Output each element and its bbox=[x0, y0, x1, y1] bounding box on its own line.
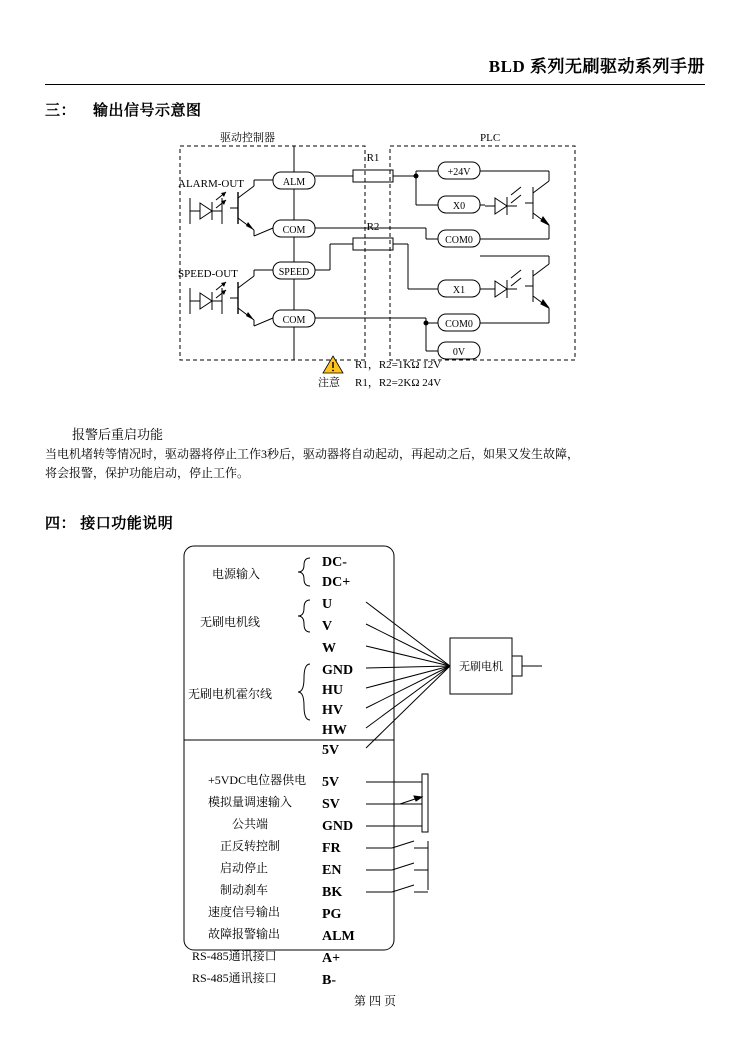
restart-feature-line2: 将会报警，保护功能启动，停止工作。 bbox=[45, 466, 250, 480]
external-signal-connectors bbox=[366, 774, 428, 892]
row-pin-2: GND bbox=[322, 819, 354, 834]
section-four-title: 接口功能说明 bbox=[80, 516, 174, 532]
row-label-3: 正反转控制 bbox=[220, 839, 281, 853]
terminal-0v bbox=[438, 342, 480, 359]
row-label-5: 制动刹车 bbox=[220, 883, 269, 897]
terminal-com2-label: COM bbox=[282, 315, 306, 326]
restart-feature-line1: 当电机堵转等情况时，驱动器将停止工作3秒后，驱动器将自动起动，再起动之后，如果又发生故障， bbox=[45, 447, 580, 461]
section-three-title: 输出信号示意图 bbox=[93, 103, 202, 119]
pin-v: V bbox=[322, 619, 333, 634]
row-label-2: 公共端 bbox=[232, 817, 269, 831]
warning-triangle-icon bbox=[323, 356, 343, 373]
document-header-title: BLD 系列无刷驱动系列手册 bbox=[488, 57, 705, 76]
group-power-input-label: 电源输入 bbox=[212, 567, 261, 581]
terminal-speed-label: SPEED bbox=[278, 267, 310, 278]
row-label-6: 速度信号输出 bbox=[208, 905, 281, 919]
note-line1: R1，R2=1KΩ 12V bbox=[355, 359, 442, 371]
header-divider bbox=[45, 84, 705, 85]
group-motor-wires bbox=[200, 597, 336, 656]
group-hall-wires bbox=[188, 663, 353, 758]
terminal-alm bbox=[273, 172, 315, 189]
row-label-7: 故障报警输出 bbox=[208, 927, 281, 941]
group-motor-wires-label: 无刷电机线 bbox=[200, 615, 261, 629]
plc-input-circuit-2 bbox=[480, 256, 549, 323]
terminal-0v-label: 0V bbox=[452, 347, 466, 358]
section-four-heading bbox=[45, 512, 173, 533]
row-pin-3: FR bbox=[322, 841, 341, 856]
group-hall-wires-label: 无刷电机霍尔线 bbox=[188, 687, 273, 701]
speed-out-label: SPEED-OUT bbox=[178, 268, 238, 280]
pin-dc-plus: DC+ bbox=[322, 575, 351, 590]
restart-feature-title: 报警后重启功能 bbox=[72, 427, 164, 442]
terminal-com1-label: COM bbox=[282, 225, 306, 236]
row-label-1: 模拟量调速输入 bbox=[208, 795, 293, 809]
terminal-speed bbox=[273, 262, 315, 279]
row-label-0: +5VDC电位器供电 bbox=[208, 773, 307, 787]
plc-boundary bbox=[390, 146, 575, 360]
footer-page-number: 第 四 页 bbox=[0, 991, 750, 1010]
row-pin-0: 5V bbox=[322, 775, 340, 790]
terminal-24v bbox=[438, 162, 480, 179]
plc-input-circuit-1 bbox=[480, 171, 549, 239]
pin-hv: HV bbox=[322, 703, 343, 718]
terminal-com0-2 bbox=[438, 314, 480, 331]
row-label-4: 启动停止 bbox=[220, 861, 269, 875]
pin-dc-minus: DC- bbox=[322, 555, 347, 570]
wiring bbox=[254, 146, 438, 360]
controller-title: 驱动控制器 bbox=[220, 132, 275, 144]
resistor-r2-label: R2 bbox=[366, 221, 380, 233]
row-label-8: RS-485通讯接口 bbox=[192, 949, 277, 963]
pin-5v-hall: 5V bbox=[322, 743, 340, 758]
signal-rows bbox=[192, 772, 355, 988]
row-pin-5: BK bbox=[322, 885, 343, 900]
terminal-com0-1-label: COM0 bbox=[445, 235, 473, 246]
pin-hw: HW bbox=[322, 723, 347, 738]
alarm-out-label: ALARM-OUT bbox=[178, 178, 244, 190]
note-line2: R1，R2=2KΩ 24V bbox=[355, 377, 442, 389]
output-signal-diagram bbox=[150, 128, 610, 408]
terminal-alm-label: ALM bbox=[282, 177, 306, 188]
interface-function-diagram bbox=[170, 538, 590, 988]
row-pin-6: PG bbox=[322, 907, 342, 922]
group-power-input bbox=[212, 555, 350, 590]
terminal-24v-label: +24V bbox=[447, 167, 471, 178]
section-three-heading bbox=[45, 99, 202, 120]
row-pin-8: A+ bbox=[322, 951, 341, 966]
row-label-9: RS-485通讯接口 bbox=[192, 971, 277, 985]
terminal-x1 bbox=[438, 280, 480, 297]
section-four-number: 四： bbox=[45, 516, 77, 532]
motor-label: 无刷电机 bbox=[459, 661, 503, 673]
motor-block bbox=[450, 638, 542, 694]
terminal-com-1 bbox=[273, 220, 315, 237]
restart-feature-body bbox=[45, 445, 705, 483]
terminal-x1-label: X1 bbox=[452, 285, 466, 296]
pin-gnd: GND bbox=[322, 663, 354, 678]
terminal-com-2 bbox=[273, 310, 315, 327]
terminal-com0-1 bbox=[438, 230, 480, 247]
motor-wiring bbox=[366, 602, 450, 748]
row-pin-1: SV bbox=[322, 797, 340, 812]
driver-body-outline bbox=[184, 546, 394, 950]
pin-w: W bbox=[322, 641, 336, 656]
note-label: 注意 bbox=[318, 377, 340, 389]
terminal-com0-2-label: COM0 bbox=[445, 319, 473, 330]
section-three-number: 三： bbox=[45, 103, 77, 119]
resistor-r2 bbox=[330, 221, 408, 250]
row-pin-7: ALM bbox=[322, 929, 355, 944]
pin-u: U bbox=[322, 597, 333, 612]
terminal-x0 bbox=[438, 196, 480, 213]
pin-hu: HU bbox=[322, 683, 343, 698]
row-pin-4: EN bbox=[322, 863, 342, 878]
terminal-x0-label: X0 bbox=[452, 201, 466, 212]
row-pin-9: B- bbox=[322, 973, 336, 988]
plc-title: PLC bbox=[480, 132, 501, 144]
resistor-r1-label: R1 bbox=[366, 152, 380, 164]
